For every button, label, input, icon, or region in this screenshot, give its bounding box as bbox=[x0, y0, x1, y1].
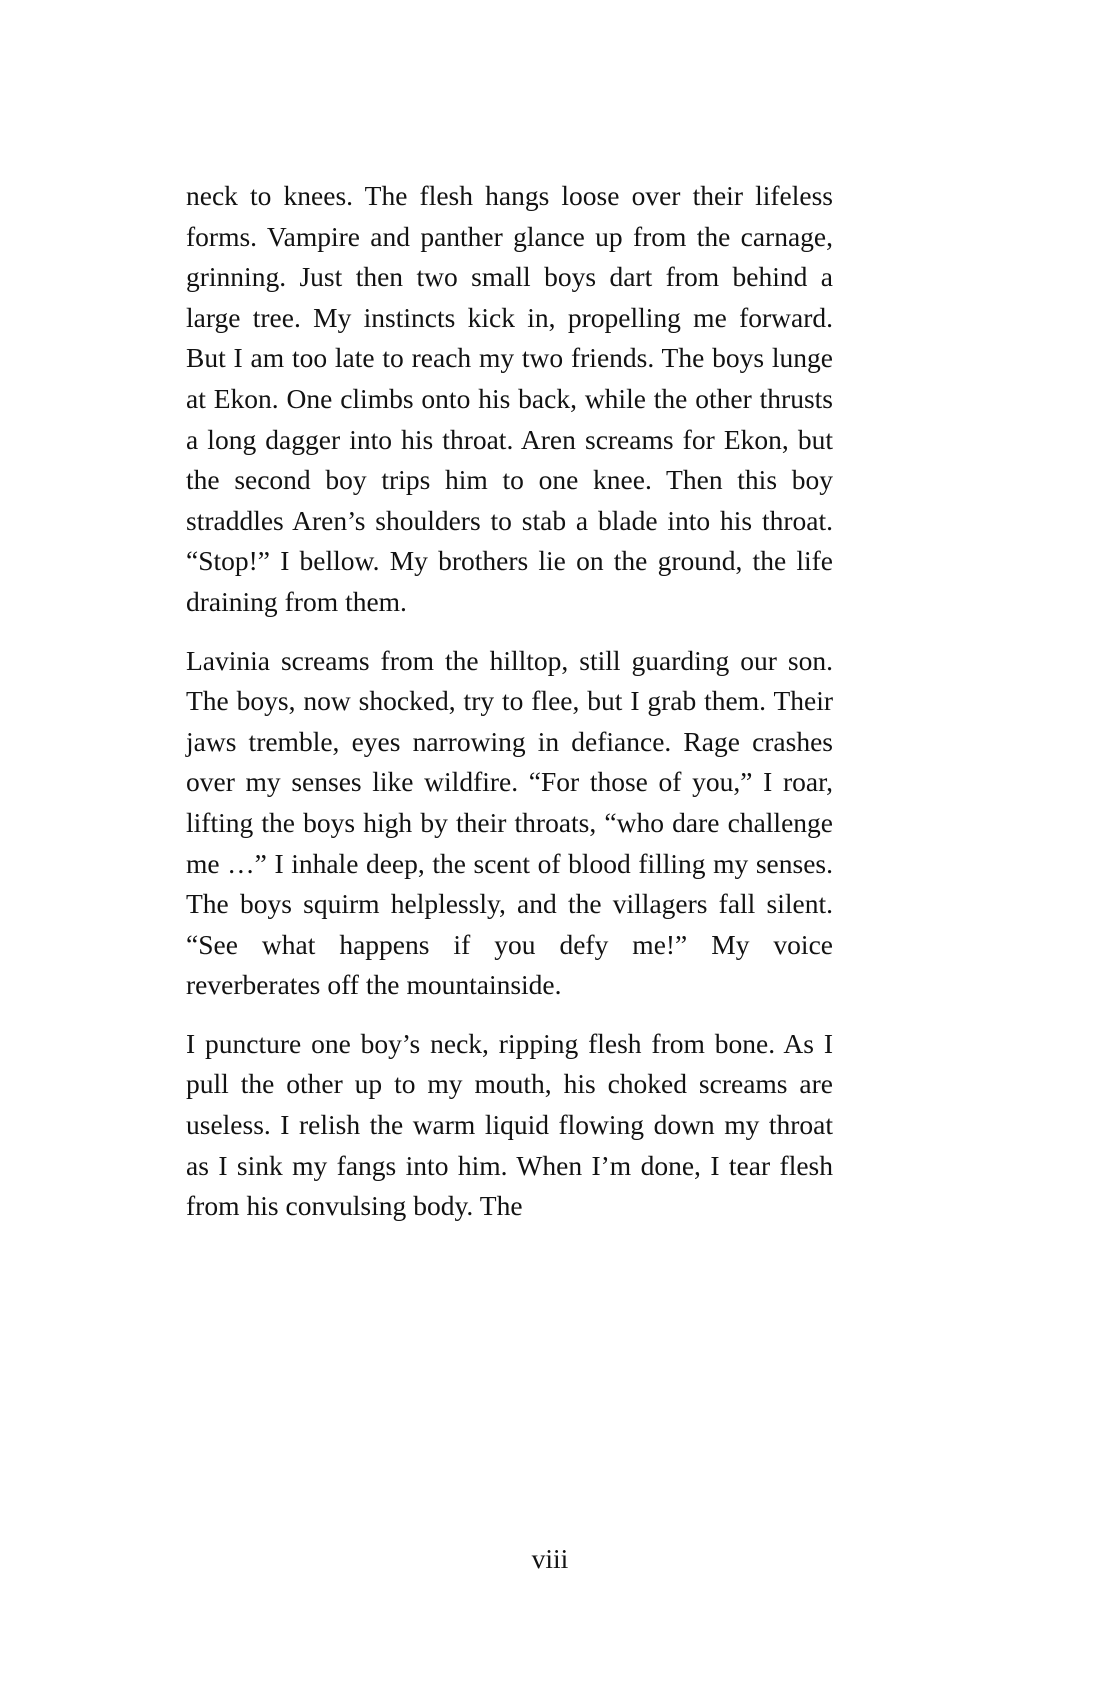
body-paragraph-1: neck to knees. The flesh hangs loose over their lifeless forms. Vampire and panther glance up from the carnage, grinning. Just then two small boys dart from behind a large tree. My instincts kick in, propelling me forward. But I am too late to reach my two friends. The boys lunge at Ekon. One climbs onto his back, while the other thrusts a long dagger into his throat. Aren screams for Ekon, but the second boy trips him to one knee. Then this boy straddles Aren’s shoulders to stab a blade into his throat. “Stop!” I bellow. My brothers lie on the ground, the life draining from them. bbox=[186, 180, 833, 617]
page-number: viii bbox=[531, 1543, 569, 1574]
body-paragraph-2: Lavinia screams from the hilltop, still guarding our son. The boys, now shocked, try to flee, but I grab them. Their jaws tremble, eyes narrowing in defiance. Rage crashes over my senses like wildfire. “For those of you,” I roar, lifting the boys high by their throats, “who dare challenge me …” I inhale deep, the scent of blood filling my senses. The boys squirm helplessly, and the villagers fall silent. “See what happens if you defy me!” My voice reverberates off the mountainside. bbox=[186, 644, 833, 1001]
body-paragraph-3: I puncture one boy’s neck, ripping flesh from bone. As I pull the other up to my mouth, his choked screams are useless. I relish the warm liquid flowing down my throat as I sink my fangs into him. When I’m done, I tear flesh from his convulsing body. The bbox=[186, 1027, 833, 1222]
page-text-block bbox=[186, 176, 833, 1227]
